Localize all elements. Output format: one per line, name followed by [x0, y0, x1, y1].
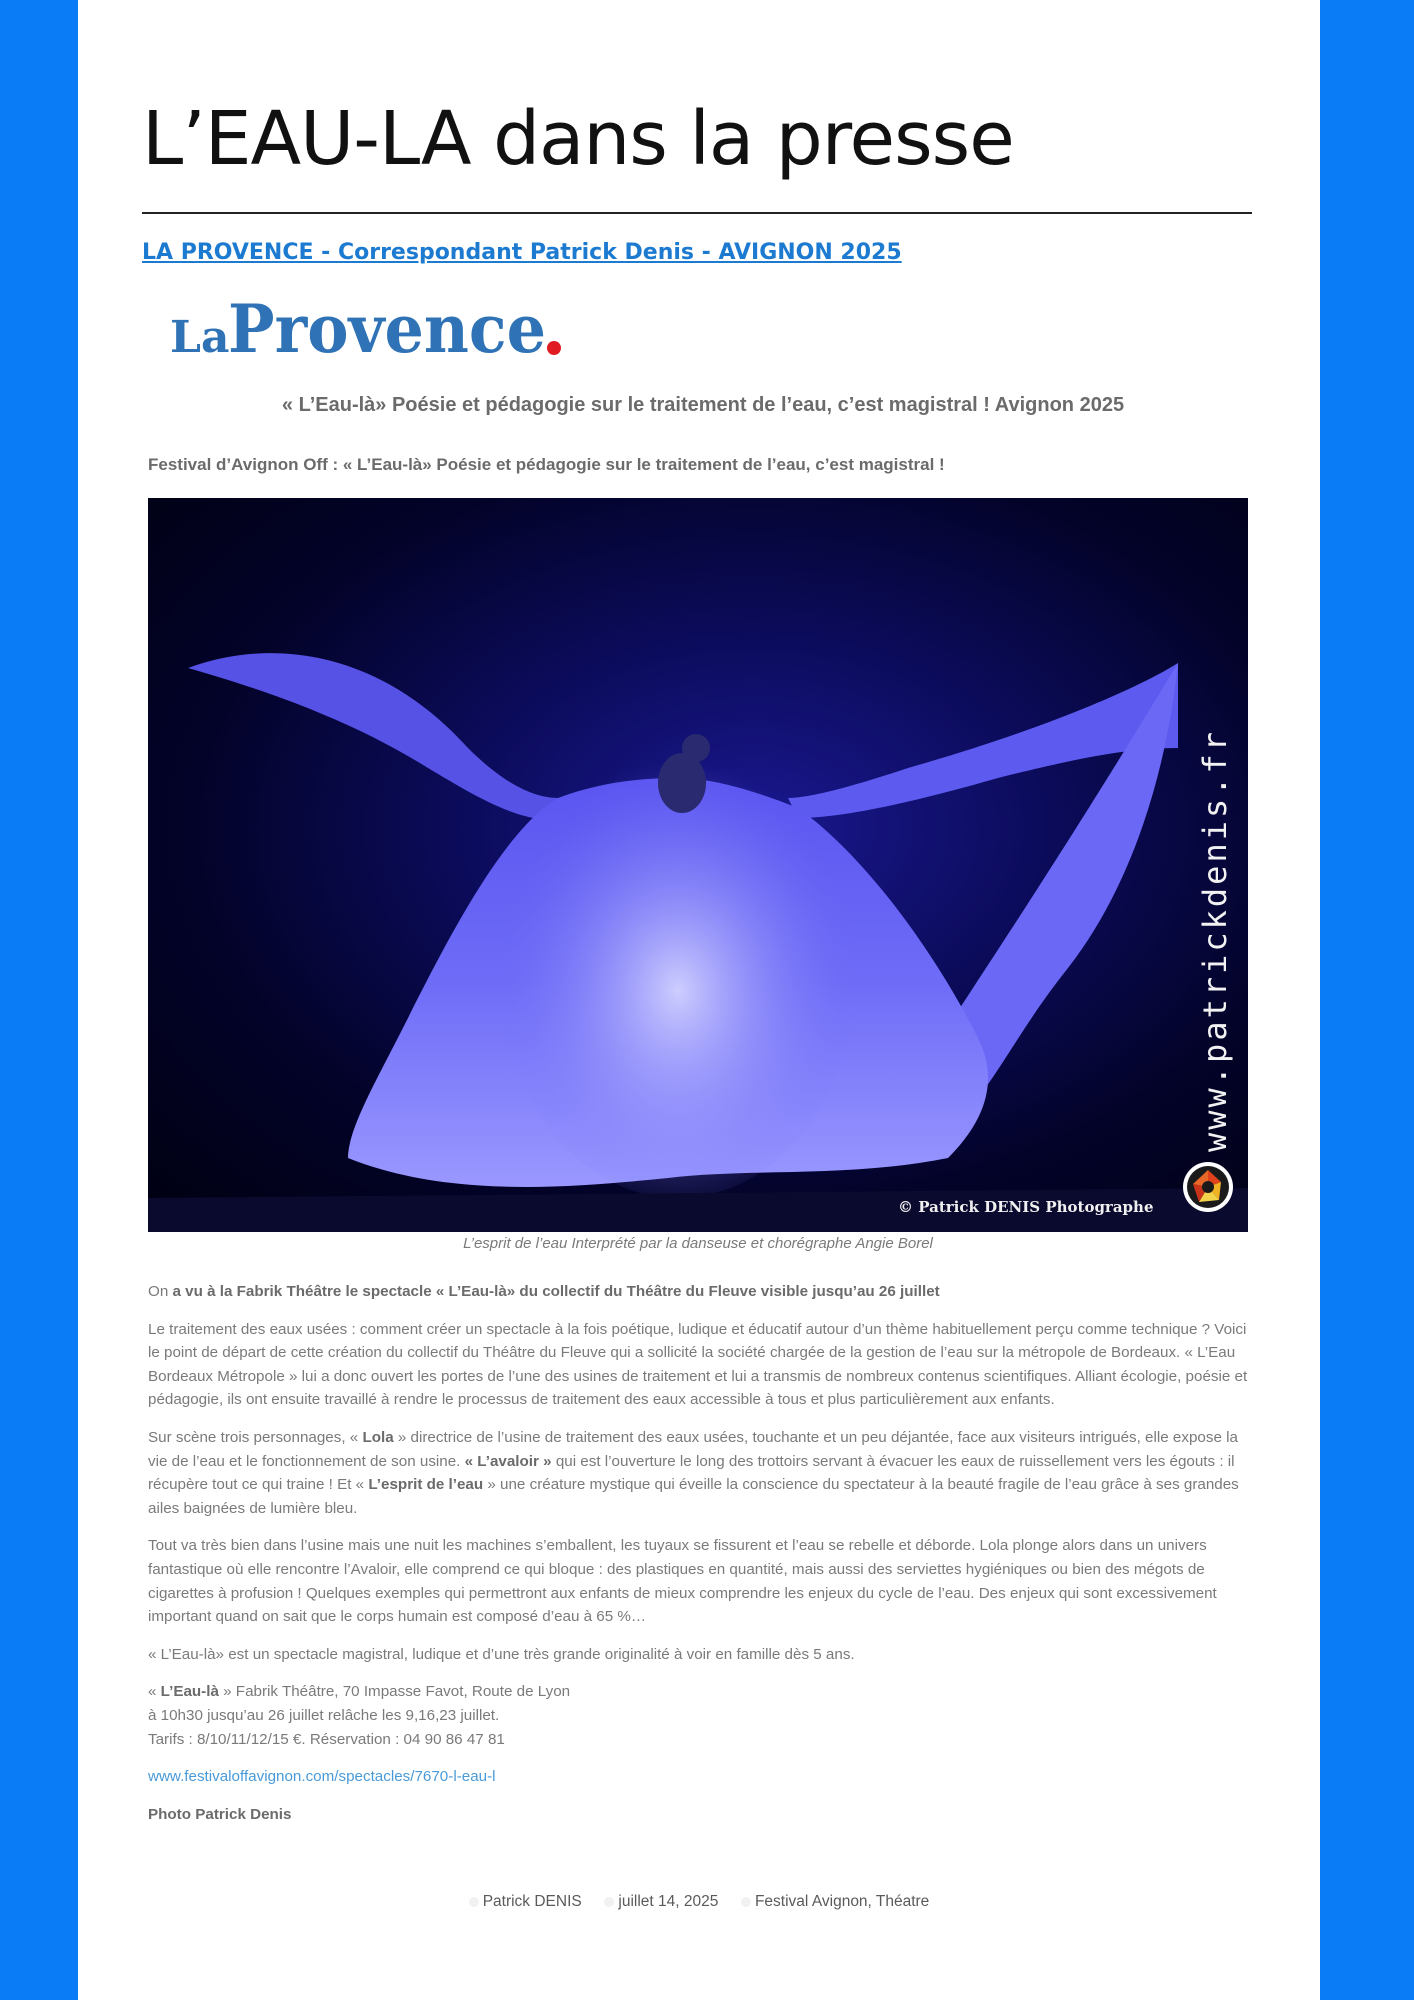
post-categories[interactable]: Festival Avignon, Théatre	[754, 1893, 930, 1910]
camera-aperture-icon	[1181, 1160, 1235, 1214]
paragraph-3: Tout va très bien dans l’usine mais une nuit les machines s’emballent, les tuyaux se fissurent et l’eau se rebelle et déborde. Lola plonge alors dans un univers fantastique où elle rencontre l’Avaloir, elle comprend ce qui bloque : des plastiques en quantité, mais aussi des serviettes hygiéniques ou bien des mégots de cigarettes à profusion ! Quelques exemples qui permettront aux enfants de mieux comprendre les enjeux du cycle de l’eau. Des enjeux qui sont excessivement important quand on sait que le corps humain est composé d’eau à 65 %…	[148, 1537, 1217, 1626]
photo-copyright: © Patrick DENIS Photographe	[898, 1198, 1154, 1216]
article-subhead: Festival d’Avignon Off : « L’Eau-là» Poésie et pédagogie sur le traitement de l’eau, c’est magistral !	[148, 455, 945, 474]
photo-caption: L’esprit de l’eau Interprété par la danseuse et chorégraphe Angie Borel	[463, 1235, 933, 1252]
logo-dot	[547, 341, 561, 355]
title-divider	[142, 212, 1252, 214]
post-meta	[78, 1893, 1320, 1911]
calendar-icon	[604, 1897, 614, 1907]
paragraph-2: Sur scène trois personnages, « Lola » directrice de l’usine de traitement des eaux usées, touchante et un peu déjantée, face aux visiteurs intrigués, elle expose la vie de l’eau et le fonctionnement de son usine. « L’avaloir » qui est l’ouverture le long des trottoirs servant à évacuer les eaux de ruissellement vers les égouts : il récupère tout ce qui traine ! Et « L’esprit de l’eau » une créature mystique qui éveille la conscience du spectateur à la beauté fragile de l’eau grâce à ses grandes ailes baignées de lumière bleu.	[148, 1428, 1239, 1517]
article-headline: « L’Eau-là» Poésie et pédagogie sur le traitement de l’eau, c’est magistral ! Avignon 2025	[281, 394, 1125, 416]
paragraph-1: Le traitement des eaux usées : comment créer un spectacle à la fois poétique, ludique et éducatif autour d’un thème habituellement perçu comme technique ? Voici le point de départ de cette création du collectif du Théâtre du Fleuve qui a sollicité la société chargée de la gestion de l’eau sur la métropole de Bordeaux. « L’Eau Bordeaux Métropole » lui a donc ouvert les portes de l’une des usines de traitement et lui a transmis de nombreux contenus scientifiques. Alliant écologie, poésie et pédagogie, ils ont ensuite travaillé à rendre le processus de traitement des eaux accessible à tous et plus particulièrement aux enfants.	[148, 1320, 1248, 1409]
paragraph-4: « L’Eau-là» est un spectacle magistral, ludique et d’une très grande originalité à voir en famille dès 5 ans.	[148, 1645, 855, 1663]
photo-credit: Photo Patrick Denis	[148, 1805, 292, 1823]
page-title: L’EAU-LA dans la presse	[142, 96, 1014, 182]
section-link[interactable]: LA PROVENCE - Correspondant Patrick Denis - AVIGNON 2025	[142, 240, 902, 265]
la-provence-logo	[170, 290, 570, 370]
folder-icon	[741, 1897, 751, 1907]
logo-la: La	[170, 312, 230, 363]
dancer-illustration	[148, 498, 1248, 1232]
intro-paragraph: On a vu à la Fabrik Théâtre le spectacle « L’Eau-là» du collectif du Théâtre du Fleuve visible jusqu’au 26 juillet	[148, 1283, 940, 1300]
festival-link[interactable]: www.festivaloffavignon.com/spectacles/7670-l-eau-l	[148, 1768, 496, 1786]
post-author[interactable]: Patrick DENIS	[482, 1893, 582, 1910]
show-info: « L’Eau-là » Fabrik Théâtre, 70 Impasse Favot, Route de Lyon à 10h30 jusqu’au 26 juillet relâche les 9,16,23 juillet. Tarifs : 8/10/11/12/15 €. Réservation : 04 90 86 47 81	[148, 1683, 571, 1748]
photo-watermark: www.patrickdenis.fr	[1196, 728, 1234, 1152]
logo-provence: Provence	[228, 290, 546, 368]
article-photo	[148, 498, 1248, 1232]
author-icon	[469, 1897, 479, 1907]
url-paragraph	[148, 1765, 1253, 1789]
post-date[interactable]: juillet 14, 2025	[618, 1893, 719, 1910]
page	[78, 0, 1320, 2000]
article-body	[148, 1280, 1253, 1840]
